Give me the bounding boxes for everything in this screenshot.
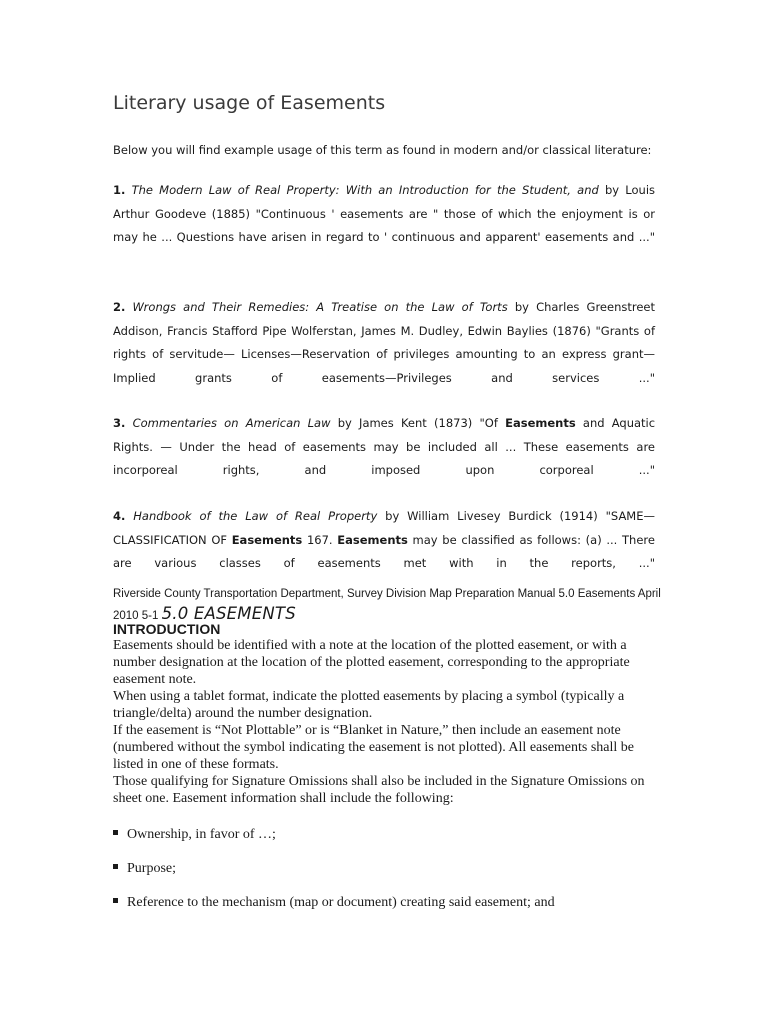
introduction-body xyxy=(113,637,658,807)
quote-text: may be classified as follows: (a) ... There are various classes of easements met with in the reports, ..." xyxy=(113,532,655,570)
entry-author: by Louis Arthur Goodeve xyxy=(113,183,656,221)
entry-quote: "Continuous ' easements are " those of which the enjoyment is or may he ... Questions have arisen in regard to ' continuous and apparent' easements and ..." xyxy=(113,206,656,244)
entry-author: by William Livesey Burdick xyxy=(385,509,552,523)
entry-number: 4. xyxy=(113,509,126,523)
body-paragraph: If the easement is “Not Plottable” or is “Blanket in Nature,” then include an easement note (numbered without the symbol indicating the easement is not plotted). All easements shall be listed in one of these formats. xyxy=(113,723,635,772)
square-bullet-icon xyxy=(113,864,118,869)
literary-entry-3 xyxy=(113,412,655,483)
entry-number: 3. xyxy=(113,416,126,430)
entry-year: (1873) xyxy=(434,416,473,430)
entry-book-title[interactable]: Wrongs and Their Remedies: A Treatise on the Law of Torts xyxy=(132,300,508,314)
list-item xyxy=(113,826,658,860)
quote-highlight: Easements xyxy=(337,532,408,547)
entry-book-title[interactable]: Commentaries on American Law xyxy=(132,416,331,430)
source-citation xyxy=(113,584,673,626)
square-bullet-icon xyxy=(113,898,118,903)
entry-number: 2. xyxy=(113,300,126,314)
entry-number: 1. xyxy=(113,183,126,197)
list-item xyxy=(113,860,658,894)
entry-author: by Charles Greenstreet Addison, Francis Stafford Pipe Wolferstan, James M. Dudley, Edwin Baylies xyxy=(113,300,656,338)
entry-year: (1885) xyxy=(211,206,251,221)
quote-highlight: Easements xyxy=(505,416,576,430)
source-suffix: 2010 5-1 xyxy=(113,610,162,622)
body-paragraph: When using a tablet format, indicate the plotted easements by placing a symbol (typically a triangle/delta) around the number designation. xyxy=(113,689,625,721)
introduction-heading: INTRODUCTION xyxy=(113,621,221,637)
body-paragraph: Those qualifying for Signature Omissions shall also be included in the Signature Omissions on sheet one. Easement information shall include the following: xyxy=(113,774,645,806)
quote-text: 167. xyxy=(302,532,338,547)
list-item-text: Purpose; xyxy=(127,861,176,876)
quote-text: and Aquatic Rights. — Under the head of easements may be included all ... These easements are incorporeal rights, and imposed upon corporeal ..." xyxy=(113,416,656,477)
body-paragraph: Easements should be identified with a note at the location of the plotted easement, or with a number designation at the location of the plotted easement, corresponding to the appropriate easement note. xyxy=(113,638,630,687)
quote-highlight: Easements xyxy=(231,532,303,547)
literary-entry-1 xyxy=(113,179,655,250)
quote-text: "SAME—CLASSIFICATION OF xyxy=(113,509,655,547)
list-item-text: Reference to the mechanism (map or document) creating said easement; and xyxy=(127,895,555,910)
entry-year: (1876) xyxy=(552,323,591,338)
list-item xyxy=(113,894,658,928)
intro-text: Below you will find example usage of this term as found in modern and/or classical literature: xyxy=(113,143,652,157)
entry-quote: "Grants of rights of servitude— Licenses—Reservation of privileges amounting to an express grant—Implied grants of easements—Privileges and services ..." xyxy=(113,323,656,385)
page-title: Literary usage of Easements xyxy=(113,92,386,114)
entry-book-title[interactable]: Handbook of the Law of Real Property xyxy=(133,509,378,523)
square-bullet-icon xyxy=(113,830,118,835)
literary-entry-4 xyxy=(113,505,655,576)
quote-text: "Of xyxy=(479,416,506,430)
easement-info-list xyxy=(113,826,658,928)
entry-year: (1914) xyxy=(559,509,598,523)
entry-author: by James Kent xyxy=(337,416,427,430)
entry-book-title[interactable]: The Modern Law of Real Property: With an Introduction for the Student, and xyxy=(131,183,599,197)
source-line: Riverside County Transportation Department, Survey Division Map Preparation Manual 5.0 Easements April xyxy=(113,588,661,600)
section-heading: 5.0 EASEMENTS xyxy=(161,604,296,623)
literary-entry-2 xyxy=(113,296,655,390)
list-item-text: Ownership, in favor of …; xyxy=(127,827,276,842)
